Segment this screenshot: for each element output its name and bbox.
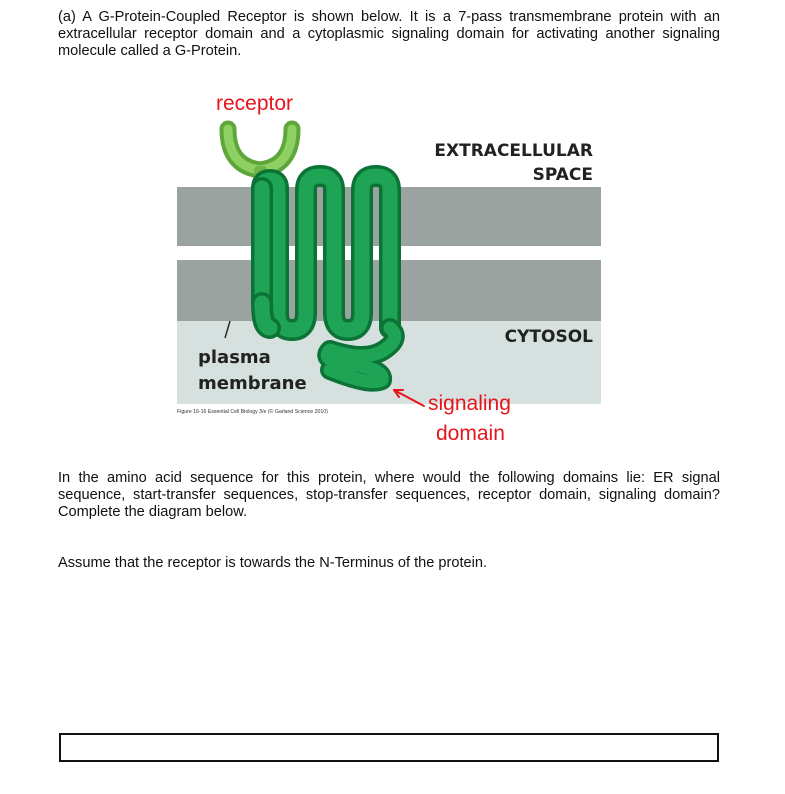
receptor-label: receptor <box>216 92 294 115</box>
extracellular-label-line2: SPACE <box>532 165 593 185</box>
transmembrane-helices <box>262 176 390 330</box>
assumption-paragraph: Assume that the receptor is towards the N-Terminus of the protein. <box>58 555 488 571</box>
figure-credit: Figure 16-16 Essential Cell Biology 3/e (© Garland Science 2010) <box>177 409 328 415</box>
extracellular-label-line1: EXTRACELLULAR <box>434 141 593 161</box>
signaling-label-line1: signaling <box>428 392 511 415</box>
cytosol-label: CYTOSOL <box>504 327 593 347</box>
signaling-label-line2: domain <box>436 422 505 445</box>
question-paragraph: In the amino acid sequence for this protein, where would the following domains lie: ER signal sequence, start-transfer sequences, stop-transfer sequences, receptor domain, signaling domain? Complete the diagram below. <box>58 470 720 520</box>
plasma-label-line1: plasma <box>198 347 271 368</box>
plasma-label-line2: membrane <box>198 373 307 394</box>
gpcr-figure <box>170 88 620 448</box>
answer-diagram-box[interactable] <box>59 733 719 762</box>
intro-paragraph: (a) A G-Protein-Coupled Receptor is shown below. It is a 7-pass transmembrane protein with an extracellular receptor domain and a cytoplasmic signaling domain for activating another signaling molecule called a G-Protein. <box>58 9 720 59</box>
gpcr-diagram <box>170 88 620 448</box>
